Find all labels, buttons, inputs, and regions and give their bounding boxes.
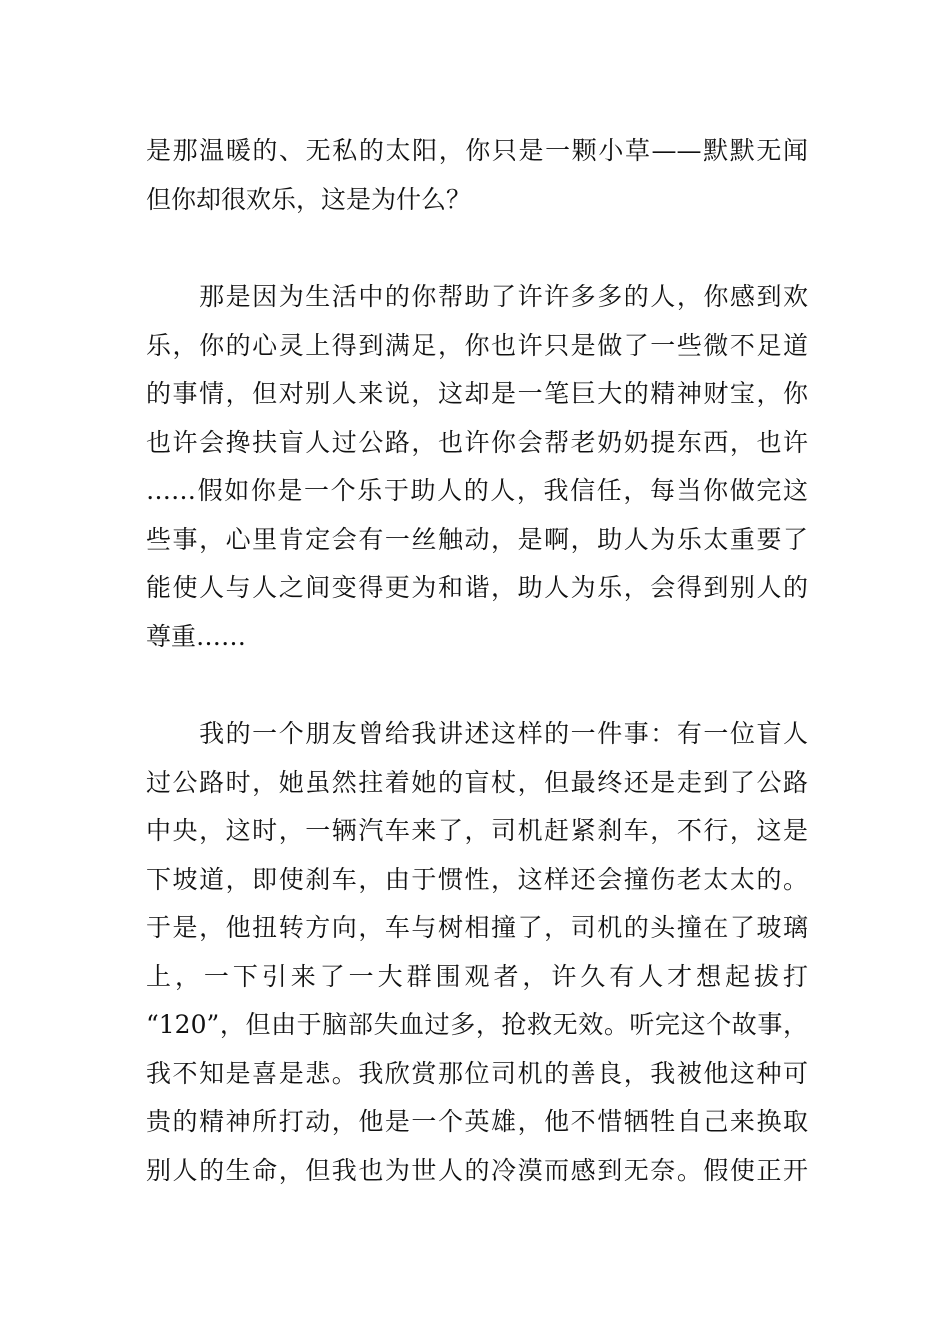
document-body [146,127,808,1195]
text-line: 我的一个朋友曾给我讲述这样的一件事：有一位盲人 [146,719,808,748]
text-line: 但你却很欢乐，这是为什么？ [146,184,472,214]
text-line: 上，一下引来了一大群围观者，许久有人才想起拔打 [146,961,808,991]
text-line: 是那温暖的、无私的太阳，你只是一颗小草——默默无闻 [146,136,808,165]
paragraph-1 [146,127,808,224]
text-line: 贵的精神所打动，他是一个英雄，他不惜牺牲自己来换取 [146,1107,808,1136]
text-line: 能使人与人之间变得更为和谐，助人为乐，会得到别人的 [146,573,808,602]
text-line: 那是因为生活中的你帮助了许许多多的人，你感到欢 [146,282,808,311]
text-line: 也许会搀扶盲人过公路，也许你会帮老奶奶提东西，也许 [146,427,808,457]
paragraph-2 [146,273,808,661]
text-line: 过公路时，她虽然拄着她的盲杖，但最终还是走到了公路 [146,767,808,797]
text-line: 下坡道，即使刹车，由于惯性，这样还会撞伤老太太的。 [146,864,808,894]
text-line: 我不知是喜是悲。我欣赏那位司机的善良，我被他这种可 [146,1058,808,1088]
text-line: “120”，但由于脑部失血过多，抢救无效。听完这个故事， [146,1010,808,1039]
paragraph-spacer [146,224,808,273]
text-line: ……假如你是一个乐于助人的人，我信任，每当你做完这 [146,476,808,505]
text-line: 于是，他扭转方向，车与树相撞了，司机的头撞在了玻璃 [146,913,808,942]
paragraph-spacer [146,661,808,710]
text-line: 别人的生命，但我也为世人的冷漠而感到无奈。假使正开 [146,1155,808,1185]
paragraph-3 [146,710,808,1195]
text-line: 的事情，但对别人来说，这却是一笔巨大的精神财宝，你 [146,379,808,408]
text-line: 乐，你的心灵上得到满足，你也许只是做了一些微不足道 [146,330,808,360]
text-line: 尊重…… [146,621,247,651]
text-line: 中央，这时，一辆汽车来了，司机赶紧刹车，不行，这是 [146,816,808,845]
text-line: 些事，心里肯定会有一丝触动，是啊，助人为乐太重要了 [146,524,808,554]
